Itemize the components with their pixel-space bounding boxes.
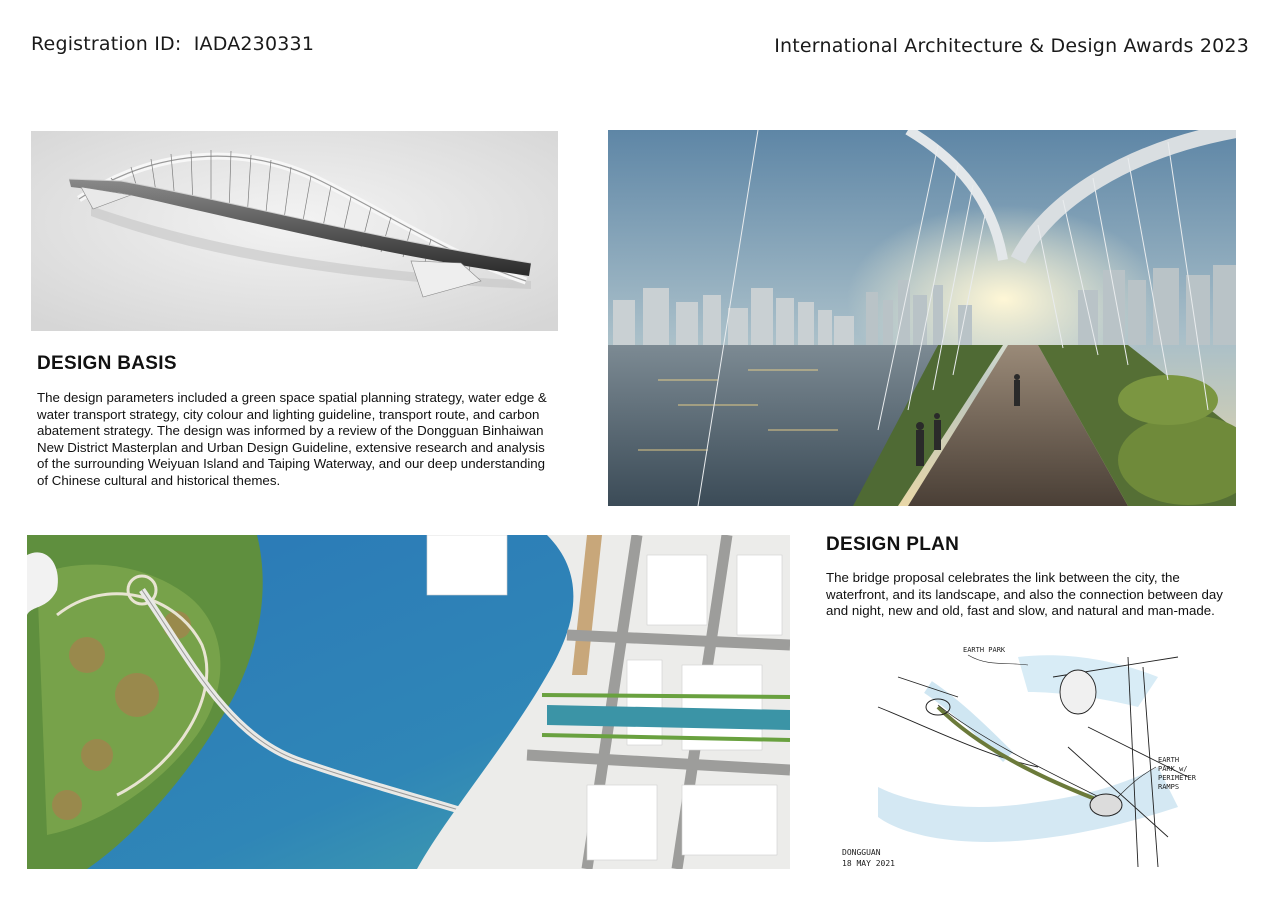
award-title: International Architecture & Design Awards 2023	[774, 35, 1249, 57]
aerial-site-plan	[27, 535, 790, 869]
design-basis-text: The design parameters included a green space spatial planning strategy, water edge & water transport strategy, city colour and lighting guideline, transport route, and carbon abatement strategy. The design was informed by a review of the Dongguan Binhaiwan New District Masterplan and Urban Design Guideline, extensive research and analysis of the surrounding Weiyuan Island and Taiping Waterway, and our deep understanding of Chinese cultural and historical themes.	[37, 390, 547, 488]
bridge-model-render	[31, 131, 558, 331]
sketch-note-right-1: EARTH	[1158, 756, 1180, 764]
registration-label: Registration ID:	[31, 33, 182, 55]
design-plan-text: The bridge proposal celebrates the link between the city, the waterfront, and its landscape, and also the connection between day and night, new and old, fast and slow, and natural and man-made.	[826, 570, 1223, 618]
sketch-signature-date: 18 MAY 2021	[842, 859, 895, 868]
registration-id: IADA230331	[193, 33, 315, 55]
sketch-note-right-4: RAMPS	[1158, 783, 1180, 791]
design-sketch	[838, 637, 1203, 877]
sketch-note-right-2: PARK w/	[1158, 765, 1188, 773]
sketch-note-right-3: PERIMETER	[1158, 774, 1196, 782]
design-plan-title: DESIGN PLAN	[826, 534, 960, 555]
registration-header	[31, 33, 314, 55]
sketch-signature-place: DONGGUAN	[842, 848, 881, 857]
bridge-perspective-render	[608, 130, 1236, 506]
sketch-note-earth-park: EARTH PARK	[963, 646, 1006, 654]
design-basis-title: DESIGN BASIS	[37, 353, 177, 374]
